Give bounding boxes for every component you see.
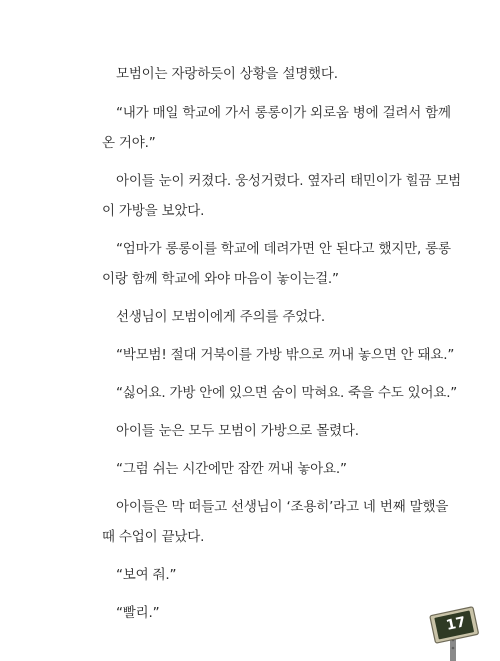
text-line: 아이들 눈은 모두 모범이 가방으로 몰렸다. (116, 423, 359, 439)
page-number: 17 (444, 614, 468, 634)
text-line: “박모범! 절대 거북이를 가방 밖으로 꺼내 놓으면 안 돼요.” (116, 347, 455, 363)
text-line: “싫어요. 가방 안에 있으면 숨이 막혀요. 죽을 수도 있어요.” (116, 385, 458, 401)
text-line: 이랑 함께 학교에 와야 마음이 놓이는걸.” (102, 271, 339, 287)
text-line: “내가 매일 학교에 가서 롱롱이가 외로움 병에 걸려서 함께 (116, 105, 451, 121)
text-line: 아이들은 막 떠들고 선생님이 ‘조용히’라고 네 번째 말했을 (116, 499, 449, 515)
text-line: 모범이는 자랑하듯이 상황을 설명했다. (116, 66, 338, 82)
text-line: 선생님이 모범이에게 주의를 주었다. (116, 309, 325, 325)
text-line: 때 수업이 끝났다. (102, 529, 205, 545)
text-line: 온 거야.” (102, 135, 156, 151)
text-line: “엄마가 롱롱이를 학교에 데려가면 안 된다고 했지만, 롱롱 (116, 241, 451, 257)
text-line: “빨리.” (116, 605, 160, 621)
text-line: “보여 줘.” (116, 567, 177, 583)
text-line: 이 가방을 보았다. (102, 203, 205, 219)
text-line: 아이들 눈이 커졌다. 웅성거렸다. 옆자리 태민이가 힐끔 모범 (116, 173, 462, 189)
text-line: “그럼 쉬는 시간에만 잠깐 꺼내 놓아요.” (116, 461, 347, 477)
